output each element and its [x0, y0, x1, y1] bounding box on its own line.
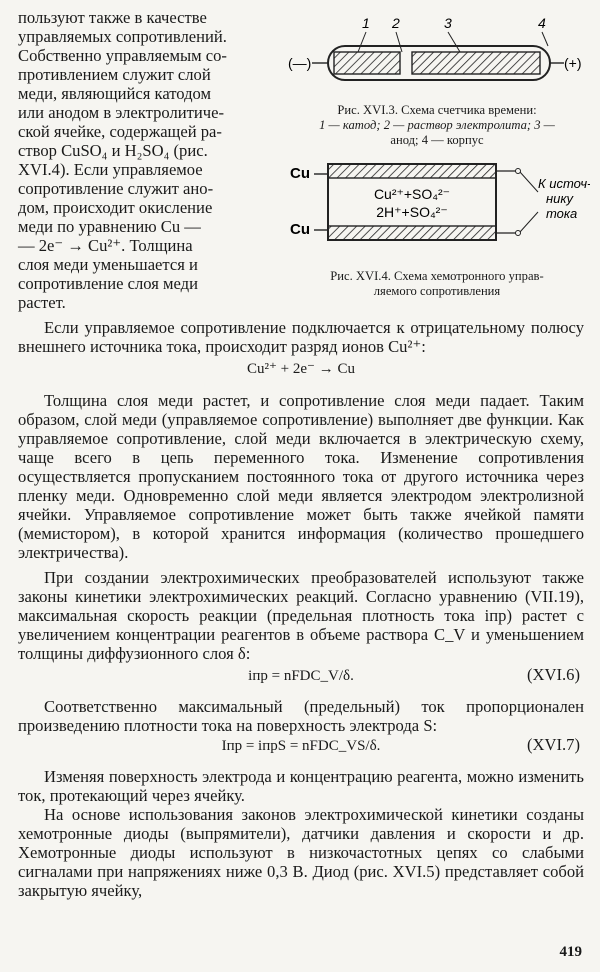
- fig3-anode: [412, 52, 540, 74]
- fig3-label-1: 1: [362, 15, 370, 31]
- figures-column: [284, 6, 590, 299]
- equation-formula: iпр = nFDC_V/δ.: [248, 668, 354, 684]
- equation-xvi6: [18, 665, 584, 687]
- text-line: или анодом в электролитиче-: [18, 103, 224, 122]
- fig4-cu-bottom-label: Cu: [290, 221, 310, 238]
- page-number: 419: [559, 944, 582, 960]
- text-line: слоя меди уменьшается и: [18, 255, 198, 274]
- text-line: сопротивление слоя меди: [18, 274, 198, 293]
- fig4-copper-layer-top: [328, 164, 496, 178]
- equation-formula: Iпр = iпрS = nFDC_VS/δ.: [221, 738, 381, 754]
- fig4-caption-line: ляемого сопротивления: [373, 284, 501, 298]
- left-column-text: [18, 8, 274, 312]
- text-line: меди по уравнению Cu —: [18, 217, 201, 236]
- equation-number: (XVI.7): [527, 735, 580, 754]
- fig3-caption-line: анод; 4 — корпус: [390, 133, 484, 147]
- fig3-label-3: 3: [444, 15, 452, 31]
- formula-cu-reduction: Cu²⁺ + 2e⁻ → Cu: [247, 361, 355, 377]
- fig3-label-4: 4: [538, 15, 546, 31]
- equation-number: (XVI.6): [527, 665, 580, 684]
- paragraph: При создании электрохимических преобразователей используют также законы кинетики электрохимических реакций. Согласно уравнению (VII.19), максимальная скорость реакции (предельная плотность тока iпр) растет с увеличением концентрации реагентов в объеме раствора C_V и уменьшением толщины диффузионного слоя δ:: [18, 568, 584, 663]
- text-line: управляемых сопротивлений.: [18, 27, 227, 46]
- text-line: Собственно управляемым со-: [18, 46, 227, 65]
- fig3-label-2: 2: [392, 15, 400, 31]
- body-text: [18, 318, 584, 900]
- fig4-source-label: нику: [546, 191, 574, 206]
- text-line: растет.: [18, 293, 66, 312]
- text-line: меди, являющийся катодом: [18, 84, 212, 103]
- figure-xvi4-resistor-diagram: [284, 154, 590, 264]
- fig4-copper-layer-bottom: [328, 226, 496, 240]
- fig4-source-label: тока: [546, 206, 578, 221]
- fig4-ions-line1: Cu²⁺+SO₄²⁻: [373, 186, 451, 202]
- fig3-minus-terminal: (—): [288, 55, 312, 71]
- fig4-ions-line2: 2H⁺+SO₄²⁻: [376, 204, 448, 220]
- text-line: пользуют также в качестве: [18, 8, 207, 27]
- paragraph: Толщина слоя меди растет, и сопротивление слоя меди падает. Таким образом, слой меди (управляемое сопротивление) выполняет две функции. Как управляемое сопротивление, слой меди включается в электрическую схему, чаще всего в цепь переменного тока. Изменение сопротивления осуществляется пропусканием постоянного тока от другого источника через пленку меди. Одновременно слой меди является электродом электролизной ячейки. Управляемое сопротивление может быть также ячейкой памяти (мемистором), в которой хранится информация (количество прошедшего электричества).: [18, 391, 584, 562]
- paragraph: На основе использования законов электрохимической кинетики созданы хемотронные диоды (выпрямители), датчики давления и скорости и др. Хемотронные диоды используют в низкочастотных цепях со слабыми сигналами при напряжениях ниже 0,3 В. Диод (рис. XVI.5) представляет собой закрытую ячейку,: [18, 805, 584, 900]
- fig3-cathode: [334, 52, 400, 74]
- fig4-cu-top-label: Cu: [290, 165, 310, 182]
- fig4-source-label: К источ-: [538, 176, 590, 191]
- text-line: дом, происходит окисление: [18, 198, 213, 217]
- paragraph: Изменяя поверхность электрода и концентрацию реагента, можно изменить ток, протекающий через ячейку.: [18, 767, 584, 805]
- fig4-caption-line: Рис. XVI.4. Схема хемотронного управ-: [330, 269, 544, 283]
- fig3-plus-terminal: (+): [564, 55, 582, 71]
- paragraph: Соответственно максимальный (предельный) ток пропорционален произведению плотности тока на поверхность электрода S:: [18, 697, 584, 735]
- figure-xvi3-timer-diagram: [284, 6, 590, 98]
- text-line: ской ячейке, содержащей ра-: [18, 122, 222, 141]
- equation-xvi7: [18, 735, 584, 757]
- text-line: сопротивление служит ано-: [18, 179, 214, 198]
- fig3-caption-line: Рис. XVI.3. Схема счетчика времени:: [337, 103, 537, 117]
- text-line: — 2e⁻ → Cu²⁺. Толщина: [18, 236, 193, 255]
- text-line: створ CuSO₄ и H₂SO₄ (рис.: [18, 141, 208, 160]
- text-line: противлением служит слой: [18, 65, 211, 84]
- fig3-caption-line: 1 — катод; 2 — раствор электролита; 3 —: [319, 118, 555, 132]
- paragraph: Если управляемое сопротивление подключается к отрицательному полюсу внешнего источника тока, происходит разряд ионов Cu²⁺:: [18, 318, 584, 356]
- text-line: XVI.4). Если управляемое: [18, 160, 203, 179]
